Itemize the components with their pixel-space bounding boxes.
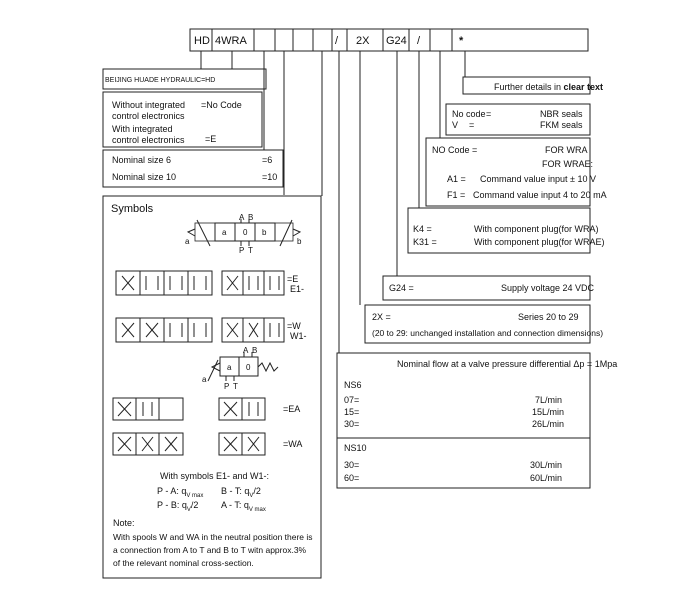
further-details: Further details in clear text — [494, 82, 604, 92]
without-electronics-line1: Without integrated — [112, 100, 186, 110]
flow-ns10-row-1-value: 30L/min — [530, 460, 563, 470]
code-w: =W — [287, 321, 301, 331]
command-no-code: NO Code = — [432, 145, 478, 155]
position-0-label: 0 — [243, 228, 248, 237]
solenoid-a-label-2: a — [202, 375, 207, 384]
voltage-g24: G24 = — [389, 283, 414, 293]
series-text: Series 20 to 29 — [518, 312, 579, 322]
manufacturer-label: BEIJING HUADE HYDRAULIC=HD — [105, 77, 216, 84]
flow-ns6-row-2-code: 15= — [344, 407, 360, 417]
code-slash-1: / — [335, 35, 339, 47]
seals-fkm: FKM seals — [540, 120, 583, 130]
nominal-size-6: Nominal size 6 — [112, 155, 172, 165]
command-for-wra: FOR WRA — [545, 145, 588, 155]
valve-symbol-two-position — [208, 352, 278, 381]
series-note: (20 to 29: unchanged installation and connection dimensions) — [372, 328, 604, 338]
plug-k31-text: With component plug(for WRAE) — [474, 237, 605, 247]
port-P-2: P — [224, 382, 230, 391]
with-electronics-line2: control electronics — [112, 135, 185, 145]
flow-ns10-row-2-code: 60= — [344, 473, 360, 483]
port-A-2: A — [243, 346, 249, 355]
position-a-label: a — [222, 228, 227, 237]
position-b-label: b — [262, 228, 267, 237]
code-2x: 2X — [356, 35, 370, 47]
plug-k4-text: With component plug(for WRA) — [474, 224, 599, 234]
seals-eq-1: = — [486, 109, 492, 119]
spool-symbol-ea-2 — [219, 398, 265, 420]
flow-ns10-row-2-value: 60L/min — [530, 473, 563, 483]
nominal-size-6-code: =6 — [262, 155, 273, 165]
flow-title: Nominal flow at a valve pressure differential Δp = 1Mpa — [397, 359, 618, 369]
command-f1-text: Command value input 4 to 20 mA — [473, 190, 607, 200]
with-electronics-line1: With integrated — [112, 124, 173, 134]
flow-ns6-row-3-value: 26L/min — [532, 419, 565, 429]
without-electronics-code: =No Code — [201, 100, 242, 110]
code-w1: W1- — [290, 331, 307, 341]
spool-symbol-ea — [113, 398, 183, 420]
symbols-title: Symbols — [111, 203, 154, 215]
flow-a-t: A - T: $q_{V max}$ — [221, 500, 266, 513]
note-title: Note: — [113, 518, 135, 528]
seals-no-code: No code — [452, 109, 486, 119]
code-bar-dividers — [212, 29, 452, 51]
code-star: * — [459, 35, 464, 47]
spool-symbol-e1 — [222, 271, 284, 295]
e1-w1-title: With symbols E1- and W1-: — [160, 471, 270, 481]
series-2x: 2X = — [372, 312, 391, 322]
spool-symbol-w — [116, 318, 212, 342]
code-g24: G24 — [386, 35, 407, 47]
command-a1-text: Command value input ± 10 V — [480, 174, 597, 184]
without-electronics-line2: control electronics — [112, 111, 185, 121]
nominal-size-10-code: =10 — [262, 172, 278, 182]
port-A: A — [239, 213, 245, 222]
flow-ns6: NS6 — [344, 380, 362, 390]
spool-symbol-e — [116, 271, 212, 295]
flow-ns6-row-1-code: 07= — [344, 395, 360, 405]
nominal-size-10: Nominal size 10 — [112, 172, 177, 182]
note-line-3: of the relevant nominal cross-section. — [113, 558, 254, 568]
plug-k31: K31 = — [413, 237, 437, 247]
solenoid-a-label: a — [185, 237, 190, 246]
spool-symbol-w1 — [222, 318, 284, 342]
port-P: P — [239, 246, 245, 255]
command-for-wrae: FOR WRAE: — [542, 159, 593, 169]
code-e1: E1- — [290, 284, 305, 294]
port-T: T — [248, 246, 253, 255]
code-e: =E — [287, 274, 299, 284]
plug-k4: K4 = — [413, 224, 432, 234]
with-electronics-code: =E — [205, 134, 217, 144]
flow-p-b: P - B: $q_V/2$ — [157, 500, 199, 513]
flow-ns6-row-3-code: 30= — [344, 419, 360, 429]
flow-ns6-row-2-value: 15L/min — [532, 407, 565, 417]
flow-p-a: P - A: $q_{V max}$ — [157, 486, 204, 499]
voltage-text: Supply voltage 24 VDC — [501, 283, 595, 293]
note-line-2: a connection from A to T and B to T witn approx.3% — [113, 545, 307, 555]
solenoid-b-label: b — [297, 237, 302, 246]
position-0-label-2: 0 — [246, 363, 251, 372]
port-B-2: B — [252, 346, 258, 355]
note-line-1: With spools W and WA in the neutral position there is — [113, 532, 313, 542]
command-f1: F1 = — [447, 190, 466, 200]
position-a-label-2: a — [227, 363, 232, 372]
command-a1: A1 = — [447, 174, 466, 184]
port-T-2: T — [233, 382, 238, 391]
code-series: 4WRA — [215, 35, 247, 47]
seals-v: V — [452, 120, 459, 130]
spool-symbol-wa-2 — [219, 433, 265, 455]
code-wa: =WA — [283, 439, 303, 449]
code-slash-2: / — [417, 35, 421, 47]
flow-b-t: B - T: $q_V/2$ — [221, 486, 261, 499]
seals-nbr: NBR seals — [540, 109, 583, 119]
flow-ns6-row-1-value: 7L/min — [535, 395, 563, 405]
code-ea: =EA — [283, 404, 301, 414]
flow-ns10: NS10 — [344, 443, 367, 453]
spool-symbol-wa — [113, 433, 183, 455]
code-hd: HD — [194, 35, 210, 47]
port-B: B — [248, 213, 254, 222]
flow-ns10-row-1-code: 30= — [344, 460, 360, 470]
seals-eq-2: = — [469, 120, 475, 130]
